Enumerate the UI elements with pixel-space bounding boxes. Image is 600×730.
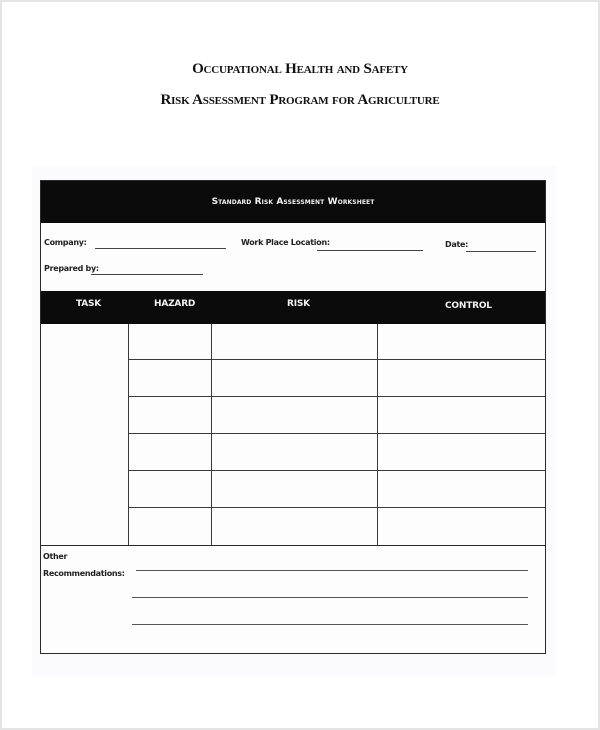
date-field[interactable] xyxy=(466,251,536,252)
worksheet-title-bar xyxy=(41,181,545,223)
risk-cell[interactable] xyxy=(213,361,376,396)
worksheet-title: Standard Risk Assessment Worksheet xyxy=(211,197,375,207)
risk-cell[interactable] xyxy=(213,472,376,507)
control-cell[interactable] xyxy=(379,324,544,359)
row-divider xyxy=(128,433,545,434)
prepared-by-label: Prepared by: xyxy=(44,264,99,273)
risk-cell[interactable] xyxy=(213,435,376,470)
prepared-by-field[interactable] xyxy=(91,274,203,275)
hazard-cell[interactable] xyxy=(130,361,210,396)
row-divider xyxy=(128,359,545,360)
work-place-location-label: Work Place Location: xyxy=(241,238,330,247)
control-cell[interactable] xyxy=(379,398,544,433)
control-cell[interactable] xyxy=(379,472,544,507)
hazard-cell[interactable] xyxy=(130,472,210,507)
recommendations-label-line1: Other xyxy=(43,552,68,561)
recommendations-line[interactable] xyxy=(132,624,528,625)
risk-assessment-worksheet xyxy=(40,180,546,654)
control-cell[interactable] xyxy=(379,509,544,544)
document-title: Occupational Health and Safety xyxy=(192,61,408,77)
document-subtitle: Risk Assessment Program for Agriculture xyxy=(160,92,440,108)
column-divider xyxy=(377,324,378,545)
row-divider xyxy=(128,396,545,397)
date-label: Date: xyxy=(445,240,468,249)
column-header-control: CONTROL xyxy=(445,301,492,311)
risk-cell[interactable] xyxy=(213,324,376,359)
hazard-cell[interactable] xyxy=(130,398,210,433)
column-header-task: TASK xyxy=(76,299,102,309)
risk-cell[interactable] xyxy=(213,398,376,433)
recommendations-line[interactable] xyxy=(132,597,528,598)
recommendations-label-line2: Recommendations: xyxy=(43,569,125,578)
recommendations-line[interactable] xyxy=(136,570,528,571)
risk-cell[interactable] xyxy=(213,509,376,544)
hazard-table xyxy=(41,324,545,545)
row-divider xyxy=(128,507,545,508)
recommendations-section xyxy=(41,546,545,653)
column-divider xyxy=(128,324,129,545)
column-header-risk: RISK xyxy=(287,299,310,309)
task-cell[interactable] xyxy=(41,324,128,545)
hazard-cell[interactable] xyxy=(130,509,210,544)
column-header-bar xyxy=(41,291,545,324)
control-cell[interactable] xyxy=(379,435,544,470)
column-divider xyxy=(211,324,212,545)
row-divider xyxy=(128,470,545,471)
work-place-location-field[interactable] xyxy=(317,250,423,251)
hazard-cell[interactable] xyxy=(130,324,210,359)
hazard-cell[interactable] xyxy=(130,435,210,470)
company-field[interactable] xyxy=(95,248,226,249)
company-label: Company: xyxy=(44,238,87,247)
control-cell[interactable] xyxy=(379,361,544,396)
column-header-hazard: HAZARD xyxy=(154,299,196,309)
worksheet-info-section xyxy=(41,223,545,291)
